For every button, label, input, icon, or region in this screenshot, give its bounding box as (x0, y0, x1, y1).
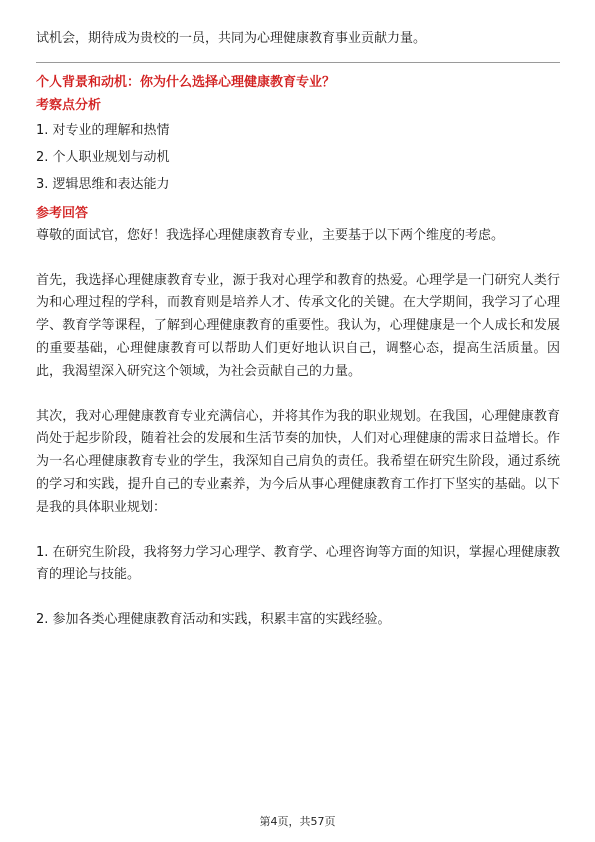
paragraph-gap (36, 587, 560, 609)
page-content (36, 28, 560, 632)
intro-text: 试机会，期待成为贵校的一员，共同为心理健康教育事业贡献力量。 (36, 31, 427, 46)
section-divider (36, 62, 560, 63)
analysis-label: 考察点分析 (36, 97, 102, 113)
question-heading: 个人背景和动机：你为什么选择心理健康教育专业？ (36, 74, 336, 90)
plan-item-1: 1. 在研究生阶段，我将努力学习心理学、教育学、心理咨询等方面的知识，掌握心理健康教育的理论与技能。 (36, 544, 560, 583)
paragraph-gap (36, 384, 560, 406)
answer-paragraph-2: 其次，我对心理健康教育专业充满信心，并将其作为我的职业规划。在我国，心理健康教育尚处于起步阶段，随着社会的发展和生活节奏的加快，人们对心理健康的需求日益增长。作为一名心理健康教育专业的学生，我深知自己肩负的责任。我希望在研究生阶段，通过系统的学习和实践，提升自己的专业素养，为今后从事心理健康教育工作打下坚实的基础。以下是我的具体职业规划： (36, 408, 560, 515)
answer-greeting: 尊敬的面试官，您好！我选择心理健康教育专业，主要基于以下两个维度的考虑。 (36, 227, 505, 243)
answer-label: 参考回答 (36, 205, 89, 221)
plan-item-2: 2. 参加各类心理健康教育活动和实践，积累丰富的实践经验。 (36, 612, 391, 628)
answer-paragraph-1: 首先，我选择心理健康教育专业，源于我对心理学和教育的热爱。心理学是一门研究人类行为和心理过程的学科，而教育则是培养人才、传承文化的关键。在大学期间，我学习了心理学、教育学等课程，了解到心理健康教育的重要性。我认为，心理健康是一个人成长和发展的重要基础，心理健康教育可以帮助人们更好地认识自己，调整心态，提高生活质量。因此，我渴望深入研究这个领域，为社会贡献自己的力量。 (36, 272, 560, 379)
paragraph-gap (36, 248, 560, 270)
analysis-point: 1. 对专业的理解和热情 (36, 122, 170, 138)
analysis-points (36, 117, 560, 198)
analysis-point: 2. 个人职业规划与动机 (36, 149, 170, 165)
paragraph-gap (36, 520, 560, 542)
page-number: 第4页，共57页 (259, 815, 336, 828)
analysis-point: 3. 逻辑思维和表达能力 (36, 176, 170, 192)
